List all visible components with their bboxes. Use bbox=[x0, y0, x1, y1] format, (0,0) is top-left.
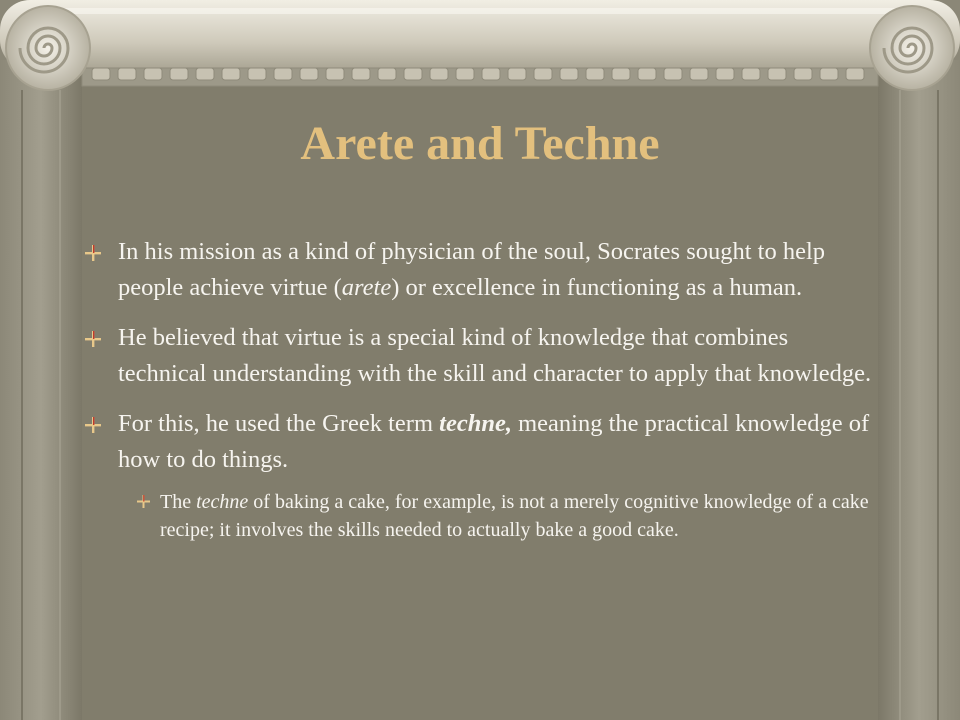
dentil bbox=[300, 68, 318, 80]
bullet-text: He believed that virtue is a special kind of knowledge that combines technical understanding with the skill and character to apply that knowledge. bbox=[118, 324, 872, 387]
bullet-marker-icon bbox=[84, 416, 102, 434]
dentil bbox=[170, 68, 188, 80]
dentil bbox=[118, 68, 136, 80]
dentil bbox=[794, 68, 812, 80]
dentil bbox=[508, 68, 526, 80]
dentil bbox=[352, 68, 370, 80]
slide-title: Arete and Techne bbox=[300, 117, 660, 170]
dentil bbox=[430, 68, 448, 80]
dentil bbox=[742, 68, 760, 80]
dentil bbox=[586, 68, 604, 80]
sub-bullet-item bbox=[134, 488, 874, 544]
dentil bbox=[690, 68, 708, 80]
bullet-list bbox=[84, 234, 874, 544]
dentil bbox=[846, 68, 864, 80]
dentil bbox=[92, 68, 110, 80]
dentil bbox=[248, 68, 266, 80]
bullet-item bbox=[84, 406, 874, 478]
bullet-marker-icon bbox=[84, 244, 102, 262]
dentil bbox=[456, 68, 474, 80]
right-volute-icon bbox=[870, 6, 954, 90]
dentil bbox=[378, 68, 396, 80]
sub-bullet-text: The techne of baking a cake, for example, is not a merely cognitive knowledge of a cake recipe; it involves the skills needed to actually bake a good cake. bbox=[160, 491, 869, 541]
bullet-item bbox=[84, 234, 874, 306]
dentil bbox=[820, 68, 838, 80]
dentil bbox=[664, 68, 682, 80]
dentil bbox=[534, 68, 552, 80]
bullet-item bbox=[84, 320, 874, 392]
bullet-text: In his mission as a kind of physician of the soul, Socrates sought to help people achieve virtue (arete) or excellence in functioning as a human. bbox=[118, 238, 826, 301]
left-volute-icon bbox=[6, 6, 90, 90]
dentil bbox=[768, 68, 786, 80]
dentil bbox=[326, 68, 344, 80]
dentil bbox=[482, 68, 500, 80]
dentil bbox=[404, 68, 422, 80]
dentil bbox=[196, 68, 214, 80]
dentil bbox=[144, 68, 162, 80]
bullet-text: For this, he used the Greek term techne, meaning the practical knowledge of how to do things. bbox=[118, 410, 870, 473]
dentil bbox=[560, 68, 578, 80]
dentil bbox=[274, 68, 292, 80]
dentil bbox=[638, 68, 656, 80]
dentil bbox=[716, 68, 734, 80]
dentil bbox=[612, 68, 630, 80]
sub-bullet-marker-icon bbox=[136, 494, 151, 509]
dentil bbox=[222, 68, 240, 80]
bullet-marker-icon bbox=[84, 330, 102, 348]
